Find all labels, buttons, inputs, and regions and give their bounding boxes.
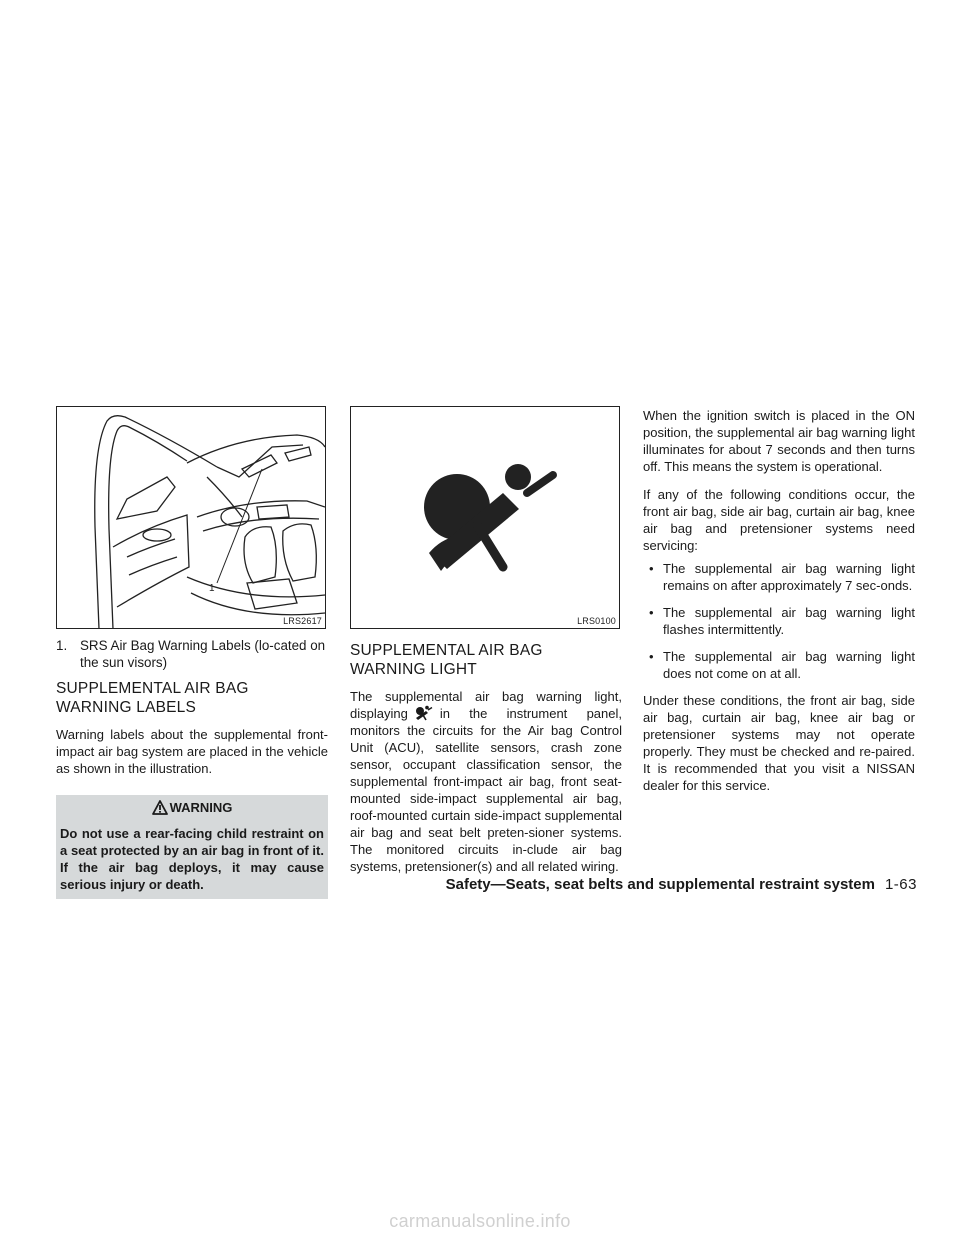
watermark: carmanualsonline.info — [389, 1211, 571, 1231]
airbag-warning-light-illustration — [350, 406, 620, 629]
list-item — [643, 604, 915, 638]
figure-code: LRS0100 — [577, 616, 616, 626]
paragraph-text-after-icon: in the instrument panel, monitors the circuits for the Air bag Control Unit (ACU), satellite sensors, crash zone sensor, occupant classification sensor, the supplemental front-impact air bag, front seat-mounted side-impact supplemental air bag, roof-mounted curtain side-impact supplemental air bag and seat belt preten-sioner systems. The monitored circuits in-clude air bag systems, pretensioner(s) and all related wiring. — [350, 706, 622, 874]
conditions-list — [643, 560, 915, 682]
list-item-text: The supplemental air bag warning light does not come on at all. — [663, 649, 915, 681]
list-item — [643, 648, 915, 682]
warning-label: WARNING — [169, 800, 233, 815]
conditions-paragraph: If any of the following conditions occur, the front air bag, side air bag, curtain air bag, knee air bag and pretensioner systems need servicing: — [643, 487, 915, 553]
page-number: 1-63 — [884, 876, 917, 893]
middle-column — [350, 406, 622, 886]
warning-light-paragraph — [350, 688, 622, 875]
footer-section-title: Safety—Seats, seat belts and supplemental restraint system — [445, 876, 875, 893]
section-heading-warning-light: SUPPLEMENTAL AIR BAG WARNING LIGHT — [350, 642, 543, 678]
callout-number: 1 — [209, 583, 215, 594]
airbag-warning-icon — [411, 705, 437, 721]
bullet-dot: • — [649, 649, 654, 664]
ignition-paragraph: When the ignition switch is placed in the ON position, the supplemental air bag warning light illuminates for about 7 seconds and then turns off. This means the system is operational. — [643, 408, 915, 474]
warning-header — [60, 799, 324, 819]
figure-caption — [56, 637, 328, 671]
car-interior-drawing — [57, 407, 326, 629]
sun-visor-label-illustration — [56, 406, 326, 629]
figure-code: LRS2617 — [283, 616, 322, 626]
labels-paragraph: Warning labels about the supplemental front-impact air bag system are placed in the vehicle as shown in the illustration. — [56, 727, 328, 776]
warning-text: Do not use a rear-facing child restraint on a seat protected by an air bag in front of it. If the air bag deploys, it may cause serious injury or death. — [60, 826, 324, 892]
caption-text: SRS Air Bag Warning Labels (lo-cated on the sun visors) — [80, 638, 326, 670]
list-item — [643, 560, 915, 594]
airbag-warning-light-icon — [351, 407, 620, 629]
paragraph-text-before-icon: The supplemental air bag warning light, displaying — [350, 689, 622, 721]
right-column — [643, 407, 915, 805]
bullet-dot: • — [649, 561, 654, 576]
page-footer — [446, 876, 917, 893]
warning-triangle-icon — [152, 800, 168, 819]
section-heading-labels: SUPPLEMENTAL AIR BAG WARNING LABELS — [56, 680, 249, 716]
warning-box — [56, 795, 328, 899]
bullet-dot: • — [649, 605, 654, 620]
service-paragraph: Under these conditions, the front air bag, side air bag, curtain air bag, knee air bag or pretensioner systems may not operate properly. They must be checked and re-paired. It is recommended that you visit a NISSAN dealer for this service. — [643, 693, 915, 793]
left-column — [56, 406, 328, 899]
list-item-text: The supplemental air bag warning light flashes intermittently. — [663, 605, 915, 637]
list-item-text: The supplemental air bag warning light remains on after approximately 7 sec-onds. — [663, 561, 915, 593]
caption-number: 1. — [56, 638, 68, 653]
